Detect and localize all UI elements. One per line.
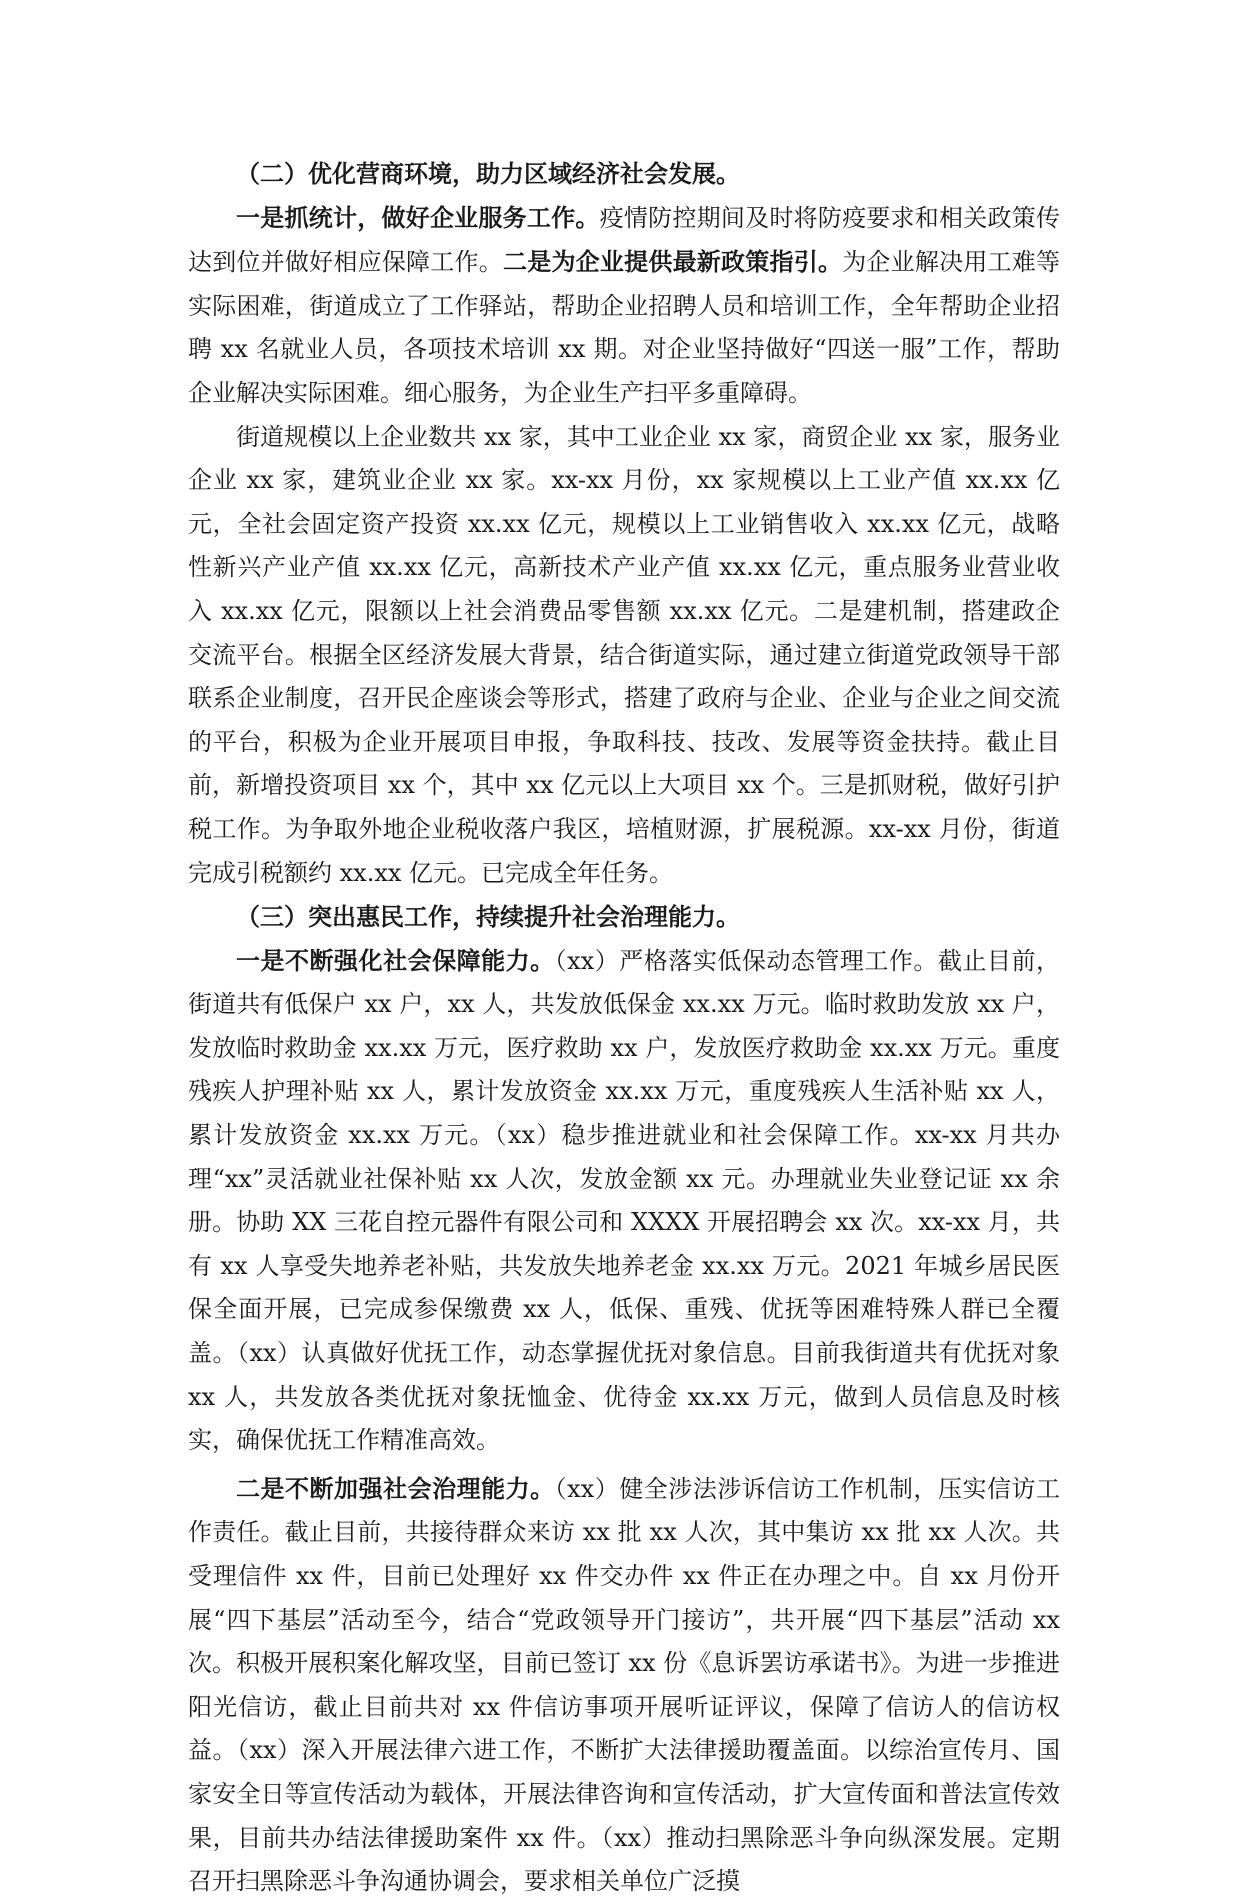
paragraph-text-1a: 疫情防控期间及时将防疫要求和相关政策传达到位并做好相应保障工作。 — [188, 203, 1061, 277]
section-heading-3: （三）突出惠民工作，持续提升社会治理能力。 — [236, 902, 740, 932]
section-heading-2: （二）优化营商环境，助力区域经济社会发展。 — [236, 159, 740, 188]
paragraph-social-governance — [188, 1467, 1060, 1904]
lead-phrase-4: 二是不断加强社会治理能力。 — [236, 1473, 555, 1503]
document-page — [188, 152, 1060, 1904]
paragraph-social-security — [188, 939, 1060, 1463]
paragraph-text-3: （xx）严格落实低保动态管理工作。截止目前，街道共有低保户 xx 户，xx 人，共发放低保金 xx.xx 万元。临时救助发放 xx 户，发放临时救助金 xx.xx 万元，医疗救助 xx 户，发放医疗救助金 xx.xx 万元。重度残疾人护理补贴 xx 人，累计发放资金 xx.xx 万元，重度残疾人生活补贴 xx 人，累计发放资金 xx.xx 万元。（xx）稳步推进就业和社会保障工作。xx-xx 月共办理“xx”灵活就业社保补贴 xx 人次，发放金额 xx 元。办理就业失业登记证 xx 余册。协助 XX 三花自控元器件有限公司和 XXXX 开展招聘会 xx 次。xx-xx 月，共有 xx 人享受失地养老补贴，共发放失地养老金 xx.xx 万元。2021 年城乡居民医保全面开展，已完成参保缴费 xx 人，低保、重残、优抚等困难特殊人群已全覆盖。（xx）认真做好优抚工作，动态掌握优抚对象信息。目前我街道共有优抚对象 xx 人，共发放各类优抚对象抚恤金、优待金 xx.xx 万元，做到人员信息及时核实，确保优抚工作精准高效。 — [188, 946, 1060, 1455]
lead-phrase-2: 二是为企业提供最新政策指引。 — [502, 247, 843, 277]
paragraph-enterprise-stats: 街道规模以上企业数共 xx 家，其中工业企业 xx 家，商贸企业 xx 家，服务业企业 xx 家，建筑业企业 xx 家。xx-xx 月份，xx 家规模以上工业产值 xx.xx 亿元，全社会固定资产投资 xx.xx 亿元，规模以上工业销售收入 xx.xx 亿元，战略性新兴产业产值 xx.xx 亿元，高新技术产业产值 xx.xx 亿元，重点服务业营业收入 xx.xx 亿元，限额以上社会消费品零售额 xx.xx 亿元。二是建机制，搭建政企交流平台。根据全区经济发展大背景，结合街道实际，通过建立街道党政领导干部联系企业制度，召开民企座谈会等形式，搭建了政府与企业、企业与企业之间交流的平台，积极为企业开展项目申报，争取科技、技改、发展等资金扶持。截止目前，新增投资项目 xx 个，其中 xx 亿元以上大项目 xx 个。三是抓财税，做好引护税工作。为争取外地企业税收落户我区，培植财源，扩展税源。xx-xx 月份，街道完成引税额约 xx.xx 亿元。已完成全年任务。 — [188, 422, 1060, 887]
paragraph-enterprise-service — [188, 196, 1060, 416]
lead-phrase-1: 一是抓统计，做好企业服务工作。 — [236, 202, 600, 232]
paragraph-text-1b: 为企业解决用工难等实际困难，街道成立了工作驿站，帮助企业招聘人员和培训工作，全年帮助企业招聘 xx 名就业人员，各项技术培训 xx 期。对企业坚持做好“四送一服”工作，帮助企业解决实际困难。细心服务，为企业生产扫平多重障碍。 — [188, 248, 1061, 407]
paragraph-text-4: （xx）健全涉法涉诉信访工作机制，压实信访工作责任。截止目前，共接待群众来访 xx 批 xx 人次，其中集访 xx 批 xx 人次。共受理信件 xx 件，目前已处理好 xx 件交办件 xx 件正在办理之中。自 xx 月份开展“四下基层”活动至今，结合“党政领导开门接访”，共开展“四下基层”活动 xx 次。积极开展积案化解攻坚，目前已签订 xx 份《息诉罢访承诺书》。为进一步推进阳光信访，截止目前共对 xx 件信访事项开展听证评议，保障了信访人的信访权益。（xx）深入开展法律六进工作，不断扩大法律援助覆盖面。以综治宣传月、国家安全日等宣传活动为载体，开展法律咨询和宣传活动，扩大宣传面和普法宣传效果，目前共办结法律援助案件 xx 件。（xx）推动扫黑除恶斗争向纵深发展。定期召开扫黑除恶斗争沟通协调会，要求相关单位广泛摸 — [188, 1474, 1060, 1896]
lead-phrase-3: 一是不断强化社会保障能力。 — [236, 945, 555, 975]
